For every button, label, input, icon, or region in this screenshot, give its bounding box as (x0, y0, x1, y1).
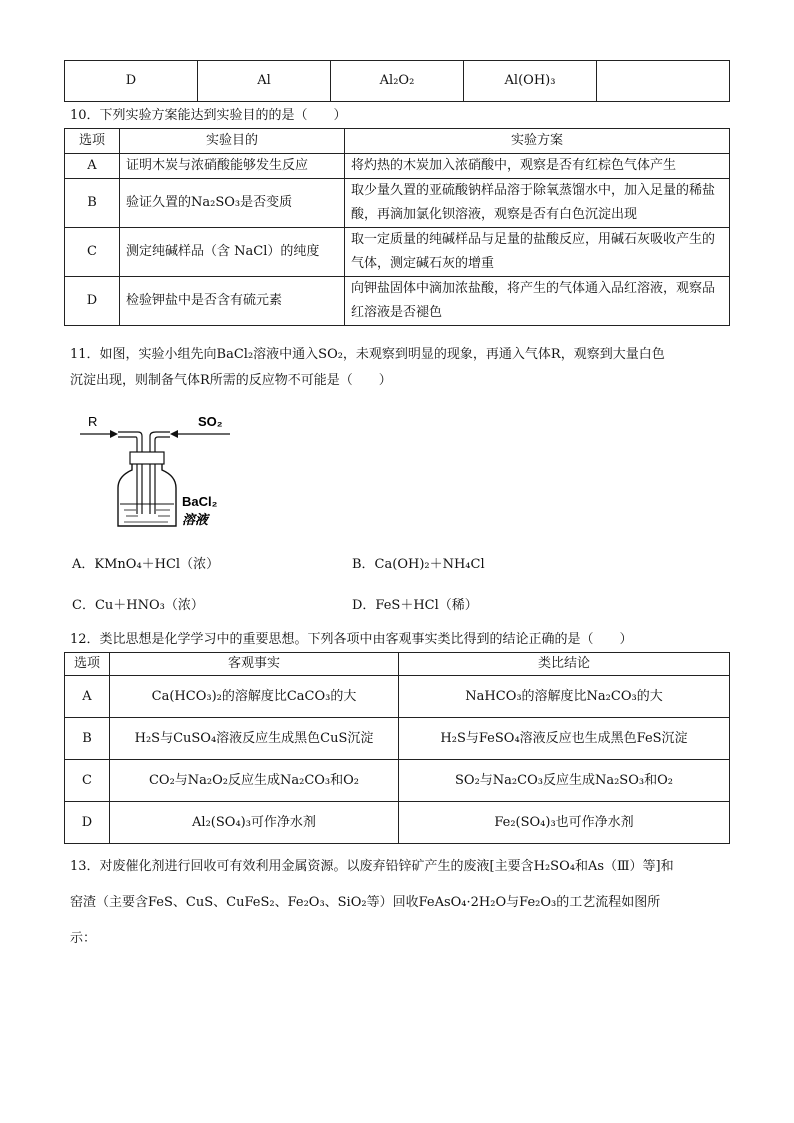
table-cell: SO₂与Na₂CO₃反应生成Na₂SO₃和O₂ (399, 760, 730, 802)
table-cell: 证明木炭与浓硝酸能够发生反应 (120, 154, 345, 179)
table-cell: Al₂O₂ (331, 61, 464, 102)
table-cell: CO₂与Na₂O₂反应生成Na₂CO₃和O₂ (110, 760, 399, 802)
q11-option-a: A．KMnO₄＋HCl（浓） (72, 557, 220, 572)
table-cell: 向钾盐固体中滴加浓盐酸，将产生的气体通入品红溶液，观察品红溶液是否褪色 (345, 277, 730, 326)
table-cell: H₂S与CuSO₄溶液反应生成黑色CuS沉淀 (110, 718, 399, 760)
prev-question-table (64, 60, 730, 102)
table-header-row (65, 653, 730, 676)
table-cell: 检验钾盐中是否含有硫元素 (120, 277, 345, 326)
table-cell: B (65, 718, 110, 760)
table-row (65, 179, 730, 228)
table-cell: 取一定质量的纯碱样品与足量的盐酸反应，用碱石灰吸收产生的气体，测定碱石灰的增重 (345, 228, 730, 277)
table-cell: A (65, 154, 120, 179)
q12-stem: 12．类比思想是化学学习中的重要思想。下列各项中由客观事实类比得到的结论正确的是（ ） (70, 632, 633, 647)
table-cell: 将灼热的木炭加入浓硝酸中，观察是否有红棕色气体产生 (345, 154, 730, 179)
q10-table (64, 128, 730, 326)
table-row (65, 228, 730, 277)
table-cell: NaHCO₃的溶解度比Na₂CO₃的大 (399, 676, 730, 718)
table-cell: 测定纯碱样品（含 NaCl）的纯度 (120, 228, 345, 277)
header-cell: 实验目的 (120, 129, 345, 154)
table-row (65, 61, 730, 102)
table-row (65, 718, 730, 760)
table-row (65, 760, 730, 802)
table-cell: D (65, 277, 120, 326)
header-cell: 选项 (65, 653, 110, 676)
table-cell: Al(OH)₃ (464, 61, 597, 102)
rubber-stopper (130, 452, 164, 464)
table-cell: Al (198, 61, 331, 102)
table-cell: D (65, 802, 110, 844)
bottle-outline (118, 464, 176, 526)
q11-option-d: D．FeS＋HCl（稀） (352, 598, 478, 613)
table-header-row (65, 129, 730, 154)
fig-label-solution: 溶液 (182, 512, 209, 527)
inlet-tube-r-inner (118, 437, 137, 514)
q11-option-c: C．Cu＋HNO₃（浓） (72, 598, 204, 613)
fig-label-so2: SO₂ (198, 414, 223, 429)
table-cell (597, 61, 730, 102)
q13-line3: 示： (70, 931, 97, 946)
table-row (65, 802, 730, 844)
table-cell: 验证久置的Na₂SO₃是否变质 (120, 179, 345, 228)
table-row (65, 676, 730, 718)
table-cell: A (65, 676, 110, 718)
header-cell: 客观事实 (110, 653, 399, 676)
arrow-r-head (110, 430, 118, 438)
header-cell: 实验方案 (345, 129, 730, 154)
q13-line1: 13．对废催化剂进行回收可有效利用金属资源。以废弃铅锌矿产生的废液[主要含H₂SO₄和As（Ⅲ）等]和 (70, 859, 674, 874)
fig-label-r: R (88, 414, 98, 429)
table-row (65, 154, 730, 179)
q11-stem (70, 346, 665, 390)
inlet-tube-so2-inner (155, 437, 170, 514)
table-cell: C (65, 228, 120, 277)
q13-stem (70, 858, 674, 948)
table-cell: Al₂(SO₄)₃可作净水剂 (110, 802, 399, 844)
q11-option-b: B．Ca(OH)₂＋NH₄Cl (352, 557, 485, 572)
arrow-so2-head (170, 430, 178, 438)
header-cell: 选项 (65, 129, 120, 154)
gas-washing-bottle-figure (70, 404, 250, 534)
q11-line2: 沉淀出现，则制备气体R所需的反应物不可能是（ ） (70, 373, 392, 388)
q12-table (64, 652, 730, 844)
q13-line2: 窑渣（主要含FeS、CuS、CuFeS₂、Fe₂O₃、SiO₂等）回收FeAsO₄·2H₂O与Fe₂O₃的工艺流程如图所 (70, 895, 661, 910)
table-cell: 取少量久置的亚硫酸钠样品溶于除氧蒸馏水中，加入足量的稀盐酸，再滴加氯化钡溶液，观察是否有白色沉淀出现 (345, 179, 730, 228)
table-cell: C (65, 760, 110, 802)
inlet-tube-r (118, 432, 142, 514)
q11-line1: 11．如图，实验小组先向BaCl₂溶液中通入SO₂，未观察到明显的现象，再通入气体R，观察到大量白色 (70, 347, 665, 362)
table-cell: B (65, 179, 120, 228)
table-cell: Ca(HCO₃)₂的溶解度比CaCO₃的大 (110, 676, 399, 718)
table-row (65, 277, 730, 326)
header-cell: 类比结论 (399, 653, 730, 676)
q10-stem: 10．下列实验方案能达到实验目的的是（ ） (70, 108, 347, 123)
table-cell: D (65, 61, 198, 102)
table-cell: H₂S与FeSO₄溶液反应也生成黑色FeS沉淀 (399, 718, 730, 760)
table-cell: Fe₂(SO₄)₃也可作净水剂 (399, 802, 730, 844)
fig-label-bacl2: BaCl₂ (182, 494, 218, 509)
